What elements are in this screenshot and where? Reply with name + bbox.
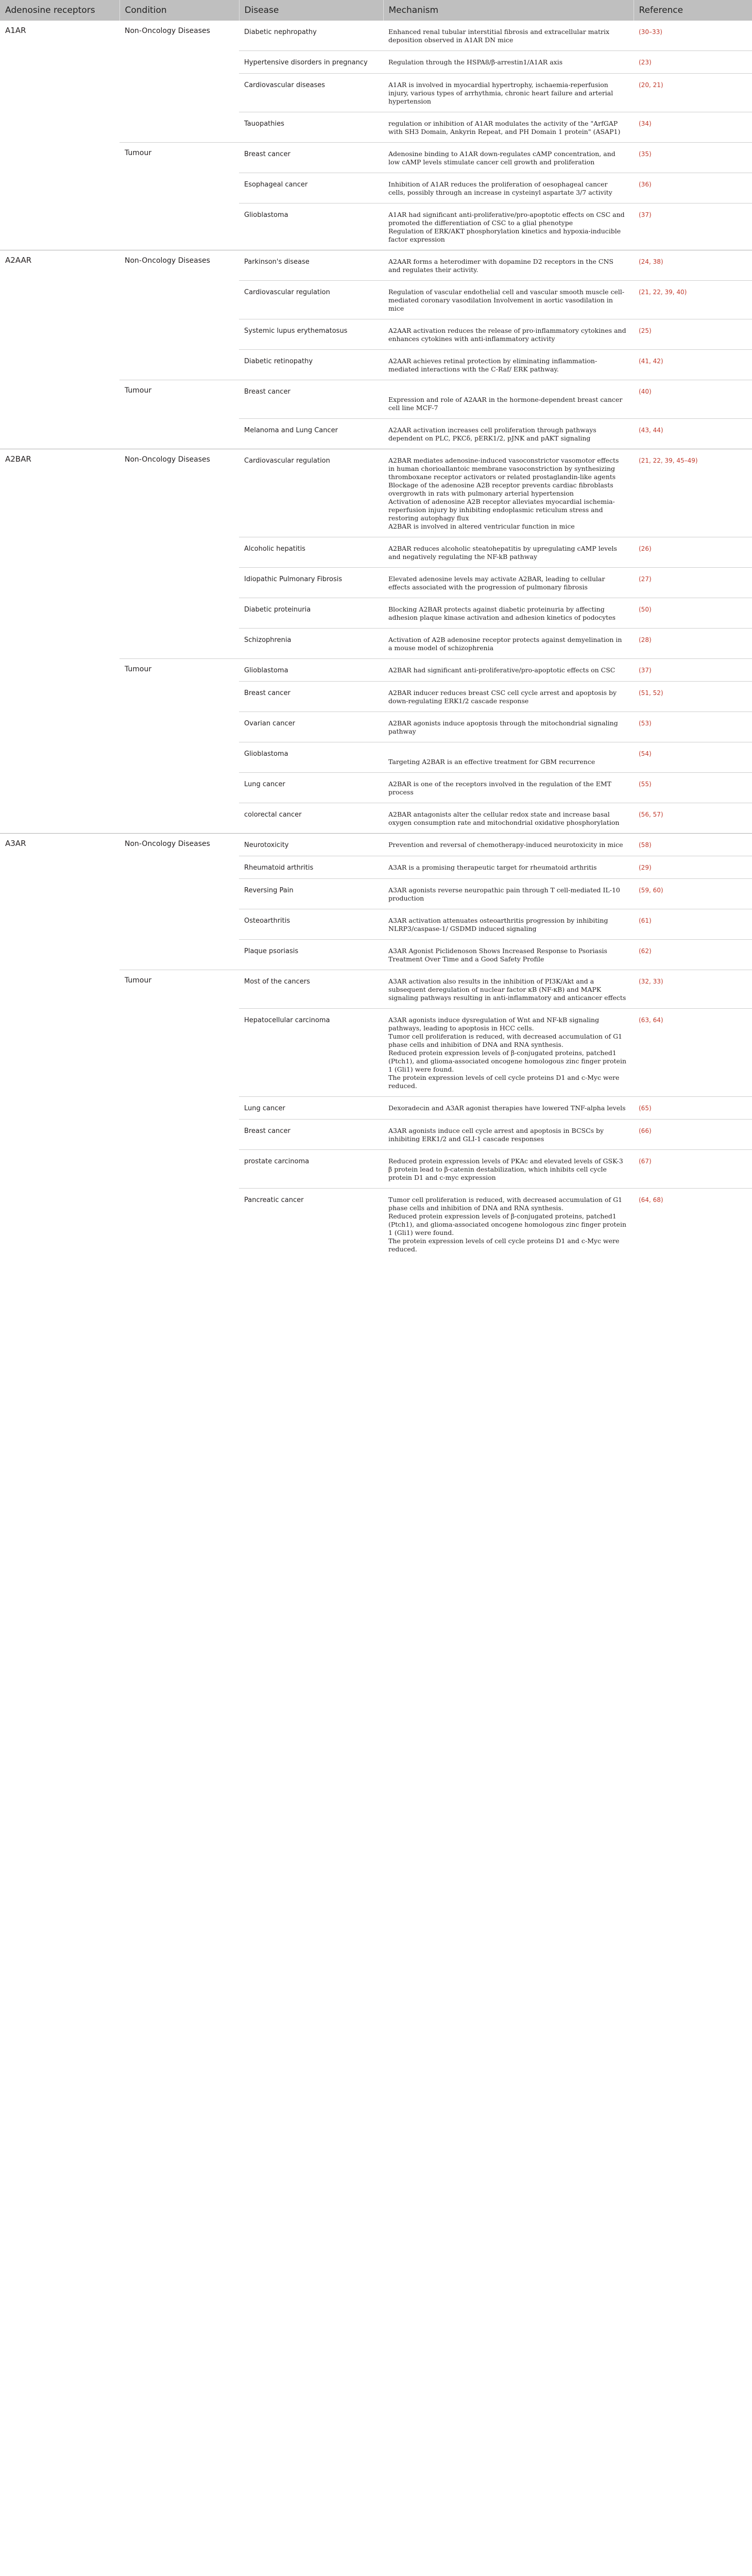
mechanism-cell (383, 856, 634, 879)
disease-cell: Melanoma and Lung Cancer (239, 419, 383, 449)
mechanism-text: Regulation of vascular endothelial cell and vascular smooth muscle cell-mediated coronary vasodilation Involvement in aortic vasodilation in mice (388, 288, 625, 312)
mechanism-cell (383, 879, 634, 909)
disease-cell: Plaque psoriasis (239, 940, 383, 970)
reference-link[interactable]: (21, 22, 39, 45–49) (634, 449, 752, 537)
reference-link[interactable]: (27) (634, 568, 752, 598)
disease-cell: Osteoarthritis (239, 909, 383, 940)
mechanism-cell (383, 350, 634, 380)
mechanism-text: A3AR activation also results in the inhibition of PI3K/Akt and a subsequent deregulation of nuclear factor κB (NF-κB) and MAPK signaling pathways resulting in anti-inflammatory and anticancer effects (388, 977, 626, 1002)
condition-cell: Non-Oncology Diseases (125, 27, 210, 35)
mechanism-cell (383, 51, 634, 74)
receptor-cell: A2BAR (0, 449, 119, 834)
reference-link[interactable]: (28) (634, 629, 752, 659)
condition-cell: Tumour (119, 659, 239, 834)
adenosine-receptor-table (0, 0, 752, 1260)
mechanism-text: A2BAR antagonists alter the cellular redox state and increase basal oxygen consumption rate and mitochondrial oxidative phosphorylation (388, 810, 620, 826)
reference-link[interactable]: (55) (634, 773, 752, 803)
mechanism-text: Adenosine binding to A1AR down-regulates cAMP concentration, and low cAMP levels stimulate cancer cell growth and proliferation (388, 150, 616, 166)
mechanism-text: A2BAR mediates adenosine-induced vasoconstrictor vasomotor effects in human chorioallantoic membrane vasoconstriction by synthesizing thromboxane receptor activators or related prostaglandin-like agents (388, 456, 619, 481)
condition-cell: Tumour (119, 143, 239, 250)
condition-cell: Tumour (119, 380, 239, 449)
reference-link[interactable]: (40) (634, 380, 752, 419)
header-condition: Condition (119, 0, 239, 21)
disease-cell: Diabetic proteinuria (239, 598, 383, 629)
disease-cell: Pancreatic cancer (239, 1189, 383, 1260)
reference-link[interactable]: (43, 44) (634, 419, 752, 449)
mechanism-cell (383, 909, 634, 940)
reference-link[interactable]: (63, 64) (634, 1009, 752, 1097)
reference-link[interactable]: (59, 60) (634, 879, 752, 909)
receptor-cell: A1AR (5, 26, 26, 35)
mechanism-text: Tumor cell proliferation is reduced, with decreased accumulation of G1 phase cells and inhibition of DNA and RNA synthesis. (388, 1196, 623, 1212)
table-row (0, 21, 752, 51)
disease-cell: Breast cancer (239, 1120, 383, 1150)
mechanism-cell (383, 1150, 634, 1189)
mechanism-cell (383, 173, 634, 204)
mechanism-text: Regulation through the HSPA8/β-arrestin1/A1AR axis (388, 58, 563, 66)
table-body (0, 21, 752, 1260)
receptor-cell: A2AAR (0, 250, 119, 449)
header-disease: Disease (239, 0, 383, 21)
mechanism-text: Activation of adenosine A2B receptor alleviates myocardial ischemia-reperfusion injury by inhibiting endoplasmic reticulum stress and restoring autophagy flux (388, 498, 615, 522)
document-page (0, 0, 752, 1260)
disease-cell: Rheumatoid arthritis (239, 856, 383, 879)
reference-link[interactable]: (23) (634, 51, 752, 74)
disease-cell: Glioblastoma (239, 204, 383, 250)
mechanism-text: A2BAR reduces alcoholic steatohepatitis by upregulating cAMP levels and negatively regulating the NF-kB pathway (388, 545, 617, 561)
mechanism-cell (383, 319, 634, 350)
reference-link[interactable]: (51, 52) (634, 682, 752, 712)
mechanism-cell (383, 1120, 634, 1150)
mechanism-text: A2AAR activation increases cell proliferation through pathways dependent on PLC, PKCδ, pERK1/2, pJNK and pAKT signaling (388, 426, 596, 442)
mechanism-text: A1AR had significant anti-proliferative/pro-apoptotic effects on CSC and promoted the differentiation of CSC to a glial phenotype (388, 211, 625, 227)
mechanism-text: Reduced protein expression levels of PKAc and elevated levels of GSK-3 β protein lead to β-catenin destabilization, which inhibits cell cycle protein D1 and c-myc expression (388, 1157, 623, 1181)
mechanism-cell (383, 250, 634, 281)
disease-cell: Glioblastoma (239, 742, 383, 773)
disease-cell: Schizophrenia (239, 629, 383, 659)
disease-cell: colorectal cancer (239, 803, 383, 834)
mechanism-text: A2BAR is one of the receptors involved in the regulation of the EMT process (388, 780, 611, 796)
mechanism-cell (383, 629, 634, 659)
disease-cell: Diabetic nephropathy (244, 28, 317, 36)
reference-link[interactable]: (53) (634, 712, 752, 742)
header-reference: Reference (634, 0, 752, 21)
condition-cell: Non-Oncology Diseases (119, 449, 239, 659)
mechanism-text: The protein expression levels of cell cycle proteins D1 and c-Myc were reduced. (388, 1074, 620, 1090)
mechanism-text: A3AR agonists induce dysregulation of Wnt and NF-kB signaling pathways, leading to apoptosis in HCC cells. (388, 1016, 600, 1032)
mechanism-text: regulation or inhibition of A1AR modulates the activity of the "ArfGAP with SH3 Domain, Ankyrin Repeat, and PH Domain 1 protein" (ASAP1) (388, 120, 621, 135)
disease-cell: Idiopathic Pulmonary Fibrosis (239, 568, 383, 598)
mechanism-text: A3AR agonists reverse neuropathic pain through T cell-mediated IL-10 production (388, 886, 620, 902)
mechanism-cell (383, 803, 634, 834)
table-row (0, 834, 752, 856)
header-mechanism: Mechanism (383, 0, 634, 21)
disease-cell: Esophageal cancer (239, 173, 383, 204)
mechanism-text: A2BAR is involved in altered ventricular function in mice (388, 522, 575, 530)
reference-link[interactable]: (20, 21) (634, 74, 752, 112)
reference-link[interactable]: (37) (634, 659, 752, 682)
mechanism-cell (383, 598, 634, 629)
condition-cell: Tumour (119, 970, 239, 1260)
mechanism-text: A1AR is involved in myocardial hypertrophy, ischaemia-reperfusion injury, various types of arrhythmia, chronic heart failure and arterial hypertension (388, 81, 613, 105)
condition-cell: Non-Oncology Diseases (119, 834, 239, 970)
table-row (0, 449, 752, 537)
mechanism-text: Dexoradecin and A3AR agonist therapies have lowered TNF-alpha levels (388, 1104, 626, 1112)
mechanism-cell (383, 204, 634, 250)
mechanism-text (388, 387, 626, 396)
mechanism-text: Elevated adenosine levels may activate A2BAR, leading to cellular effects associated with the progression of pulmonary fibrosis (388, 575, 605, 591)
mechanism-text: A2AAR achieves retinal protection by eliminating inflammation-mediated interactions with the C-Raf/ ERK pathway. (388, 357, 597, 373)
mechanism-text: A2BAR agonists induce apoptosis through the mitochondrial signaling pathway (388, 719, 618, 735)
mechanism-text (388, 750, 626, 758)
reference-link[interactable]: (34) (634, 112, 752, 143)
mechanism-text: A3AR agonists induce cell cycle arrest and apoptosis in BCSCs by inhibiting ERK1/2 and GLI-1 cascade responses (388, 1127, 604, 1143)
mechanism-text: Regulation of ERK/AKT phosphorylation kinetics and hypoxia-inducible factor expression (388, 227, 621, 243)
mechanism-text: A2BAR had significant anti-proliferative/pro-apoptotic effects on CSC (388, 666, 616, 674)
reference-link[interactable]: (36) (634, 173, 752, 204)
disease-cell: Glioblastoma (239, 659, 383, 682)
reference-link[interactable]: (64, 68) (634, 1189, 752, 1260)
mechanism-cell (383, 1189, 634, 1260)
mechanism-cell (383, 712, 634, 742)
mechanism-text: A3AR Agonist Piclidenoson Shows Increased Response to Psoriasis Treatment Over Time and a Good Safety Profile (388, 947, 607, 963)
mechanism-text: Inhibition of A1AR reduces the proliferation of oesophageal cancer cells, possibly through an increase in cysteinyl aspartate 3/7 activity (388, 180, 612, 196)
disease-cell: Breast cancer (239, 143, 383, 173)
table-row (0, 250, 752, 281)
reference-link[interactable]: (56, 57) (634, 803, 752, 834)
disease-cell: Parkinson's disease (239, 250, 383, 281)
mechanism-text: Reduced protein expression levels of β-conjugated proteins, patched1 (Ptch1), and glioma-associated oncogene homologous zinc finger protein 1 (Gli1) were found. (388, 1212, 627, 1236)
mechanism-text: A2AAR forms a heterodimer with dopamine D2 receptors in the CNS and regulates their activity. (388, 258, 613, 274)
mechanism-text: Blockage of the adenosine A2B receptor prevents cardiac fibroblasts overgrowth in rats with pulmonary arterial hypertension (388, 481, 613, 497)
disease-cell: Cardiovascular regulation (239, 449, 383, 537)
mechanism-cell (383, 380, 634, 419)
header-receptors: Adenosine receptors (0, 0, 119, 21)
mechanism-cell (383, 659, 634, 682)
table-header (0, 0, 752, 21)
mechanism-text: The protein expression levels of cell cycle proteins D1 and c-Myc were reduced. (388, 1237, 620, 1253)
reference-link[interactable]: (21, 22, 39, 40) (634, 281, 752, 319)
reference-link[interactable]: (58) (634, 834, 752, 856)
reference-link[interactable]: (65) (634, 1097, 752, 1120)
mechanism-cell (383, 742, 634, 773)
mechanism-cell (383, 281, 634, 319)
reference-link[interactable]: (37) (634, 204, 752, 250)
receptor-cell: A3AR (0, 834, 119, 1260)
mechanism-text: Reduced protein expression levels of β-conjugated proteins, patched1 (Ptch1), and glioma-associated oncogene homologous zinc finger protein 1 (Gli1) were found. (388, 1049, 627, 1073)
disease-cell: Cardiovascular diseases (239, 74, 383, 112)
mechanism-cell (383, 419, 634, 449)
reference-link[interactable]: (24, 38) (634, 250, 752, 281)
disease-cell: Alcoholic hepatitis (239, 537, 383, 568)
mechanism-text: Expression and role of A2AAR in the hormone-dependent breast cancer cell line MCF-7 (388, 396, 623, 412)
reference-link[interactable]: (54) (634, 742, 752, 773)
reference-link[interactable]: (35) (634, 143, 752, 173)
mechanism-cell (383, 1009, 634, 1097)
reference-link[interactable]: (25) (634, 319, 752, 350)
mechanism-text: A2BAR inducer reduces breast CSC cell cycle arrest and apoptosis by down-regulating ERK1/2 cascade response (388, 689, 617, 705)
mechanism-text: A2AAR activation reduces the release of pro-inflammatory cytokines and enhances cytokines with anti-inflammatory activity (388, 327, 626, 343)
mechanism-text: A3AR is a promising therapeutic target for rheumatoid arthritis (388, 863, 597, 871)
mechanism-cell (383, 568, 634, 598)
mechanism-text: Tumor cell proliferation is reduced, with decreased accumulation of G1 phase cells and inhibition of DNA and RNA synthesis. (388, 1032, 623, 1048)
mechanism-text: Activation of A2B adenosine receptor protects against demyelination in a mouse model of schizophrenia (388, 636, 622, 652)
condition-cell: Non-Oncology Diseases (119, 250, 239, 380)
disease-cell: Most of the cancers (239, 970, 383, 1009)
reference-link[interactable]: (61) (634, 909, 752, 940)
disease-cell: Tauopathies (239, 112, 383, 143)
mechanism-text: Enhanced renal tubular interstitial fibrosis and extracellular matrix deposition observed in A1AR DN mice (388, 28, 610, 44)
mechanism-cell (383, 970, 634, 1009)
reference-link[interactable]: (67) (634, 1150, 752, 1189)
reference-link[interactable]: (30–33) (639, 28, 662, 36)
reference-link[interactable]: (66) (634, 1120, 752, 1150)
mechanism-text: Blocking A2BAR protects against diabetic proteinuria by affecting adhesion plaque kinase activation and adhesion kinetics of podocytes (388, 605, 616, 621)
mechanism-cell (383, 940, 634, 970)
reference-link[interactable]: (32, 33) (634, 970, 752, 1009)
mechanism-text: Prevention and reversal of chemotherapy-induced neurotoxicity in mice (388, 841, 623, 849)
reference-link[interactable]: (26) (634, 537, 752, 568)
mechanism-cell (383, 143, 634, 173)
disease-cell: Diabetic retinopathy (239, 350, 383, 380)
mechanism-cell (383, 537, 634, 568)
mechanism-cell (383, 682, 634, 712)
mechanism-cell (383, 449, 634, 537)
mechanism-cell (383, 1097, 634, 1120)
mechanism-text: Targeting A2BAR is an effective treatment for GBM recurrence (388, 758, 595, 766)
disease-cell: Breast cancer (239, 682, 383, 712)
reference-link[interactable]: (41, 42) (634, 350, 752, 380)
reference-link[interactable]: (50) (634, 598, 752, 629)
mechanism-cell (383, 74, 634, 112)
disease-cell: Hepatocellular carcinoma (239, 1009, 383, 1097)
mechanism-cell (383, 21, 634, 51)
disease-cell: Hypertensive disorders in pregnancy (239, 51, 383, 74)
disease-cell: Systemic lupus erythematosus (239, 319, 383, 350)
mechanism-cell (383, 112, 634, 143)
mechanism-cell (383, 773, 634, 803)
disease-cell: Reversing Pain (239, 879, 383, 909)
mechanism-text: A3AR activation attenuates osteoarthritis progression by inhibiting NLRP3/caspase-1/ GSDMD induced signaling (388, 917, 608, 933)
disease-cell: Cardiovascular regulation (239, 281, 383, 319)
mechanism-cell (383, 834, 634, 856)
reference-link[interactable]: (62) (634, 940, 752, 970)
reference-link[interactable]: (29) (634, 856, 752, 879)
disease-cell: Lung cancer (239, 1097, 383, 1120)
disease-cell: Breast cancer (239, 380, 383, 419)
disease-cell: Ovarian cancer (239, 712, 383, 742)
disease-cell: Neurotoxicity (239, 834, 383, 856)
disease-cell: Lung cancer (239, 773, 383, 803)
disease-cell: prostate carcinoma (239, 1150, 383, 1189)
